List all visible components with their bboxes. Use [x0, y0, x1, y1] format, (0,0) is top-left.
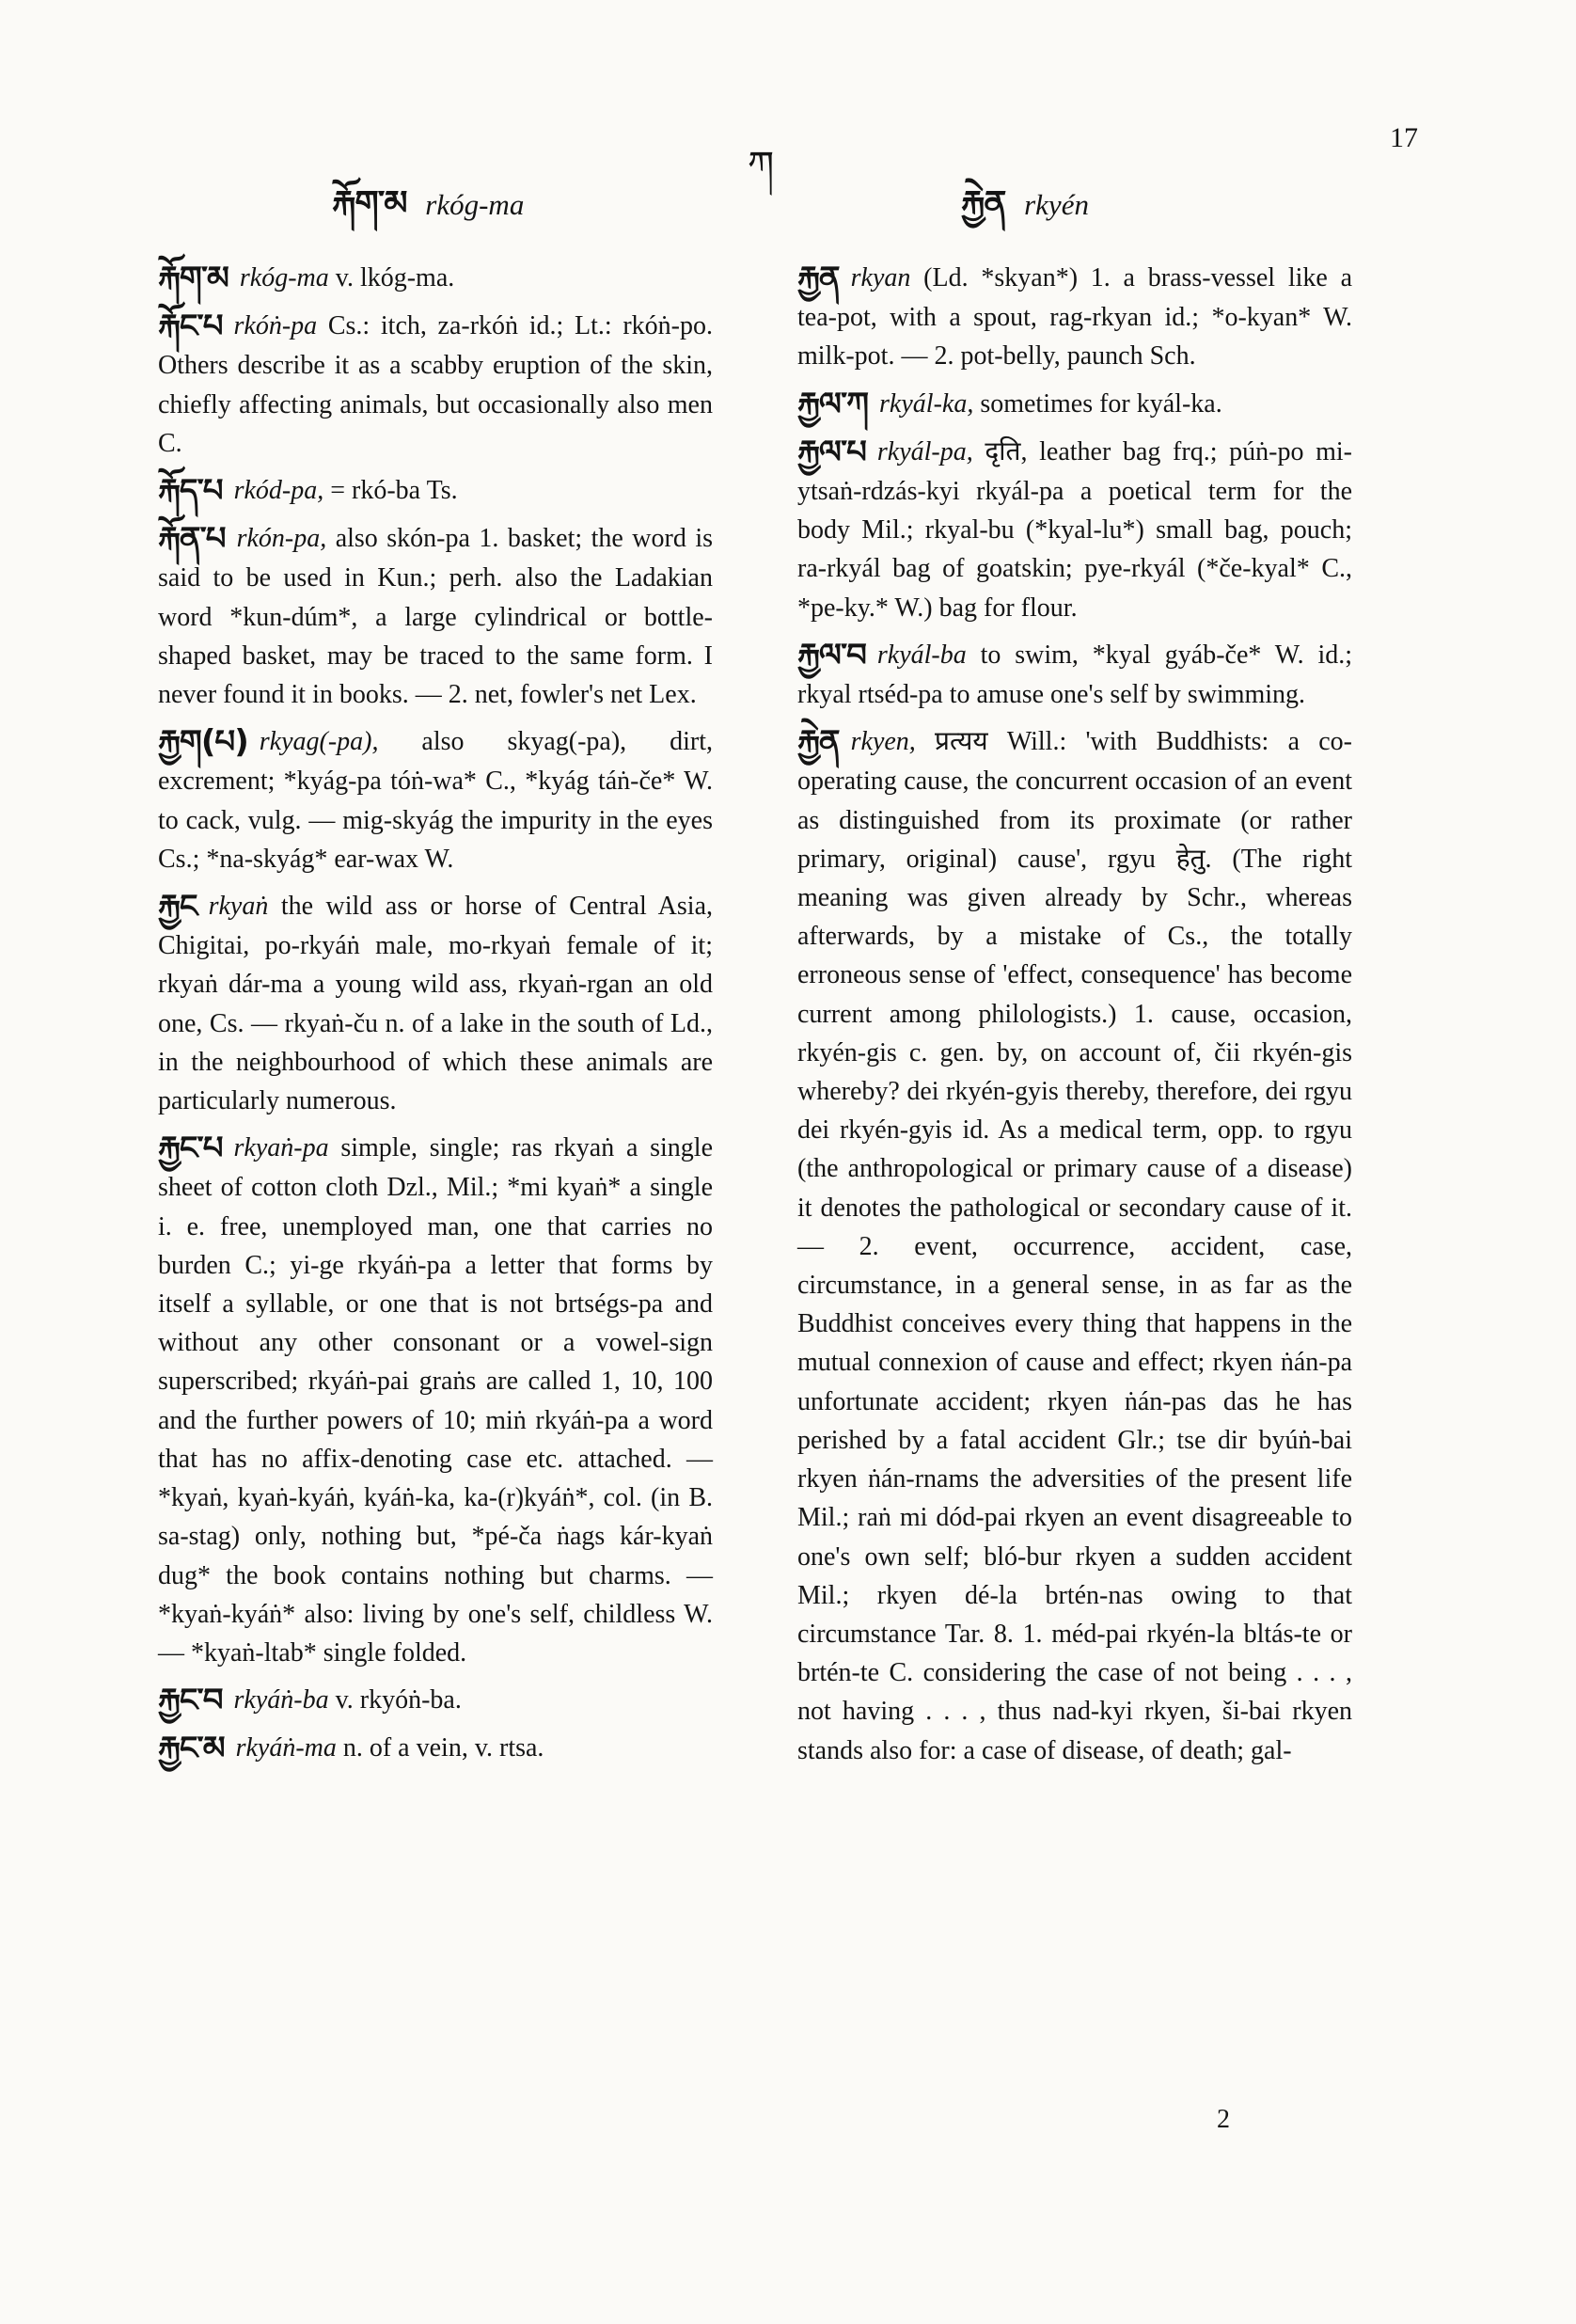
dictionary-entry [158, 471, 713, 511]
entry-body: = rkó-ba Ts. [330, 476, 458, 506]
dictionary-entry [158, 307, 713, 463]
entry-tibetan: རྐྱག(པ) [158, 723, 248, 762]
entry-tibetan: རྐོད་པ [158, 472, 223, 511]
entry-body: (Ld. *skyan*) 1. a brass-vessel like a tea-pot, with a spout, rag-rkyan id.; *o-kyan* W. milk-pot. — 2. pot-belly, paunch Sch. [797, 263, 1353, 372]
running-head-right [961, 165, 1089, 261]
entry-tibetan: རྐྱལ་པ [797, 433, 866, 471]
entry-lemma: rkyál-pa, [876, 436, 973, 466]
entry-lemma: rkóṅ-pa [233, 311, 318, 341]
entry-body: Cs.: itch, za-rkóṅ id.; Lt.: rkóṅ-po. Others describe it as a scabby eruption of the skin, chiefly affecting animals, but occasionally also men C. [158, 311, 713, 458]
entry-body: n. of a vein, v. rtsa. [342, 1733, 544, 1763]
entry-lemma: rkód-pa, [233, 476, 324, 506]
entry-lemma: rkyaṅ-pa [233, 1133, 329, 1163]
entry-tibetan: རྐྱལ་ཀ [797, 385, 869, 423]
running-head-right-tibetan: རྐྱེན [961, 184, 1006, 223]
right-column [797, 259, 1352, 1779]
dictionary-entry [797, 385, 1352, 424]
dictionary-entry [158, 887, 713, 1120]
running-head-left-tibetan: རྐོག་མ [332, 184, 407, 223]
dictionary-entry [158, 519, 713, 714]
dictionary-entry [797, 722, 1352, 1769]
running-head-center-letter: ཀ [748, 144, 775, 186]
entry-body: प्रत्यय Will.: 'with Buddhists: a co-operating cause, the concurrent occasion of an event as distinguished from its proximate (or rather primary, original) cause', rgyu हेतु. (The right meaning was given already by Schr., whereas afterwards, by a mistake of Cs., the totally erroneous sense of 'effect, consequence' has become current among philologists.) 1. cause, occasion, rkyén-gis c. gen. by, on account of, čii rkyén-gis whereby? dei rkyén-gyis thereby, therefore, dei rgyu dei rkyén-gyis id. As a medical term, opp. to rgyu (the anthropological or primary cause of a disease) it denotes the pathological or secondary cause of it. — 2. event, occurrence, accident, case, circumstance, in a general sense, in as far as the Buddhist conceives every thing that happens in the mutual connexion of cause and effect; rkyen ṅán-pa unfortunate accident; rkyen ṅán-pas das he has perished by a fatal accident Glr.; tse dir byúṅ-bai rkyen ṅán-rnams the adversities of the present life Mil.; raṅ mi dód-pai rkyen an event disagreeable to one's own self; bló-bur rkyen a sudden accident Mil.; rkyen dé-la brtén-nas owing to that circumstance Tar. 8. 1. méd-pai rkyén-la bltás-te or brtén-te C. considering the case of not being . . . , not having . . . , thus nad-kyi rkyen, ši-bai rkyen stands also for: a case of disease, of death; gal- [797, 727, 1352, 1765]
entry-lemma: rkyál-ka, [879, 388, 974, 419]
entry-lemma: rkyen, [850, 727, 916, 757]
entry-lemma: rkóg-ma [239, 263, 329, 292]
entry-body: also skyag(-pa), dirt, excrement; *kyág-pa tóṅ-wa* C., *kyág táṅ-če* W. to cack, vulg. — mig-skyág the impurity in the eyes Cs.; *na-skyág* ear-wax W. [158, 727, 713, 874]
entry-body: to swim, *kyal gyáb-če* W. id.; rkyal rtséd-pa to amuse one's self by swimming. [797, 640, 1353, 710]
entry-lemma: rkón-pa, [236, 524, 327, 554]
entry-lemma: rkyáṅ-ma [235, 1733, 337, 1763]
entry-body: sometimes for kyál-ka. [980, 388, 1222, 419]
left-column [158, 259, 713, 1778]
entry-body: v. rkyóṅ-ba. [335, 1685, 462, 1715]
dictionary-entry [797, 636, 1352, 714]
entry-tibetan: རྐྱང [158, 888, 197, 926]
running-head-left-term: rkóg-ma [425, 188, 525, 221]
dictionary-entry [158, 259, 713, 298]
signature-mark: 2 [1217, 2105, 1230, 2134]
entry-lemma: rkyan [850, 263, 911, 292]
entry-tibetan: རྐྱལ་བ [797, 636, 866, 674]
entry-body: v. lkóg-ma. [335, 263, 455, 292]
entry-tibetan: རྐྱེན [797, 723, 840, 762]
entry-tibetan: རྐྱང་པ [158, 1130, 223, 1168]
entry-tibetan: རྐྱང་བ [158, 1682, 223, 1720]
entry-lemma: rkyag(-pa), [259, 727, 379, 757]
dictionary-entry [158, 722, 713, 878]
running-head-right-term: rkyén [1024, 188, 1089, 221]
dictionary-entry [797, 259, 1352, 376]
page-number: 17 [1390, 122, 1418, 153]
entry-body: दृति, leather bag frq.; púṅ-po mi-ytsaṅ-rdzás-kyi rkyál-pa a poetical term for the body Mil.; rkyal-bu (*kyal-lu*) small bag, pouch; ra-rkyál bag of goatskin; pye-rkyál (*če-kyal* C., *pe-ky.* W.) bag for flour. [797, 436, 1353, 623]
running-head-left [332, 165, 524, 261]
entry-tibetan: རྐོན་པ [158, 520, 226, 559]
entry-body: simple, single; ras rkyaṅ a single sheet of cotton cloth Dzl., Mil.; *mi kyaṅ* a single i. e. free, unemployed man, one that carries no burden C.; yi-ge rkyáṅ-pa a letter that forms by itself a syllable, or one that is not brtségs-pa and without any other consonant or a vowel-sign superscribed; rkyáṅ-pai graṅs are called 1, 10, 100 and the further powers of 10; miṅ rkyáṅ-pa a word that has no affix-denoting case etc. attached. — *kyaṅ, kyaṅ-kyáṅ, kyáṅ-ka, ka-(r)kyáṅ*, col. (in B. sa-stag) only, nothing but, *pé-ča ṅags kár-kyaṅ dug* the book contains nothing but charms. — *kyaṅ-kyáṅ* also: living by one's self, childless W. — *kyaṅ-ltab* single folded. [158, 1133, 713, 1668]
entry-tibetan: རྐྱང་མ [158, 1730, 225, 1768]
entry-tibetan: རྐོག་མ [158, 260, 229, 297]
entry-lemma: rkyaṅ [208, 892, 269, 922]
dictionary-entry [158, 1729, 713, 1768]
entry-tibetan: རྐོང་པ [158, 308, 223, 346]
entry-body: also skón-pa 1. basket; the word is said to be used in Kun.; perh. also the Ladakian word *kun-dúm*, a large cylindrical or bottle-shaped basket, may be traced to the same form. I never found it in books. — 2. net, fowler's net Lex. [158, 524, 713, 710]
dictionary-entry [158, 1681, 713, 1720]
entry-tibetan: རྐྱན [797, 260, 840, 297]
entry-body: the wild ass or horse of Central Asia, Chigitai, po-rkyáṅ male, mo-rkyaṅ female of it; rkyaṅ dár-ma a young wild ass, rkyaṅ-rgan an old one, Cs. — rkyaṅ-ču n. of a lake in the south of Ld., in the neighbourhood of which these animals are particularly numerous. [158, 892, 713, 1116]
dictionary-entry [158, 1129, 713, 1672]
entry-lemma: rkyáṅ-ba [233, 1685, 329, 1715]
dictionary-entry [797, 433, 1352, 627]
entry-lemma: rkyál-ba [876, 640, 967, 670]
